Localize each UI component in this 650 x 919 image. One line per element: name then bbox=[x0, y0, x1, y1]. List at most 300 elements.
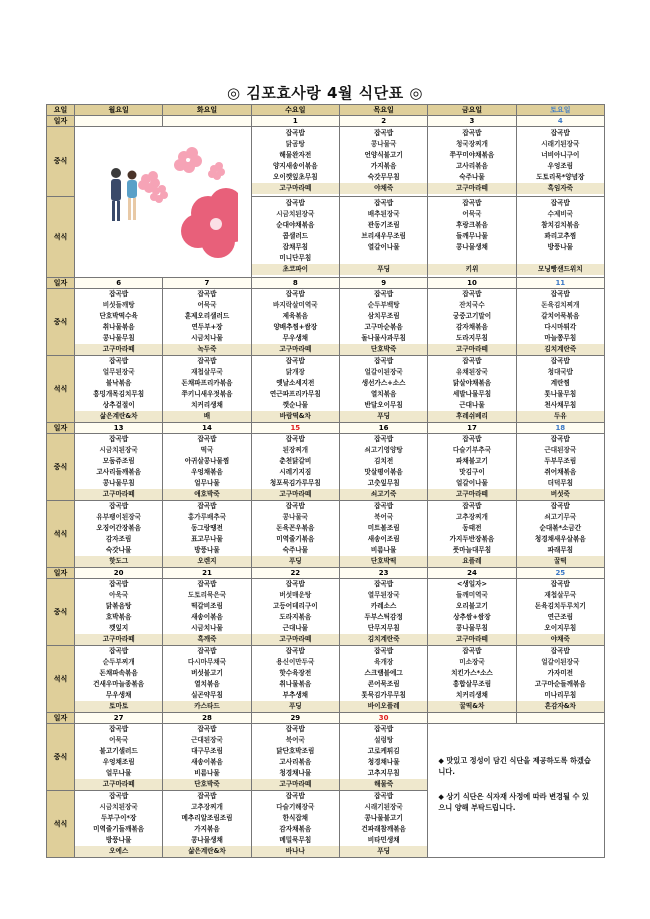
menu-item: 잡곡밥 bbox=[462, 357, 482, 365]
menu-item: 쇠고기죽 bbox=[340, 489, 427, 500]
menu-item: 푸딩 bbox=[340, 846, 427, 857]
weekday-label: 요일 bbox=[47, 105, 75, 116]
menu-item: 콩나물생채 bbox=[191, 836, 223, 844]
menu-item: 새송이볶음 bbox=[191, 613, 223, 621]
dinner-menu-cell bbox=[516, 356, 604, 423]
menu-item: 취나물볶음 bbox=[279, 680, 312, 688]
menu-item: 건새우마늘종볶음 bbox=[93, 680, 145, 688]
lunch-menu-cell bbox=[428, 579, 516, 646]
menu-item: 순두부찌개 bbox=[102, 658, 135, 666]
dinner-label: 석식 bbox=[47, 646, 75, 713]
menu-item: 떡국 bbox=[200, 446, 214, 454]
menu-item: 잡곡밥 bbox=[109, 647, 129, 655]
menu-item: 두부스틱감정 bbox=[364, 613, 403, 621]
dinner-menu-cell bbox=[339, 501, 427, 568]
menu-item: 훈제오리샐러드 bbox=[184, 312, 230, 320]
menu-item bbox=[340, 253, 427, 264]
menu-item: 오렌지 bbox=[163, 556, 250, 567]
lunch-menu-cell bbox=[75, 289, 163, 356]
menu-item: 잡곡밥 bbox=[462, 199, 482, 208]
menu-item: 닭단호박조림 bbox=[276, 747, 315, 755]
blossom-couple-icon bbox=[88, 127, 238, 273]
menu-item: 양배추찜+쌈장 bbox=[273, 323, 318, 331]
menu-item: 고구마순들깨볶음 bbox=[534, 680, 586, 688]
menu-item: 맛김구이 bbox=[459, 468, 485, 476]
menu-item: 잡곡밥 bbox=[550, 357, 570, 365]
menu-item: 고추장찌개 bbox=[456, 513, 488, 521]
menu-item: 핫도그 bbox=[75, 556, 162, 567]
lunch-menu-cell bbox=[251, 127, 339, 197]
lunch-row bbox=[47, 579, 605, 646]
menu-item: 잡곡밥 bbox=[197, 580, 217, 588]
menu-item: 잡곡밥 bbox=[109, 725, 129, 733]
lunch-label: 중식 bbox=[47, 127, 75, 197]
menu-item: 파채불고기 bbox=[456, 457, 488, 465]
menu-item: 건파래참깨볶음 bbox=[361, 825, 406, 833]
menu-item: 깻잎지 bbox=[109, 624, 129, 632]
date-cell: 8 bbox=[251, 278, 339, 289]
dinner-menu-cell bbox=[251, 791, 339, 858]
menu-item: 잡곡밥 bbox=[285, 580, 305, 588]
menu-item: 잡곡밥 bbox=[285, 357, 305, 365]
menu-item: 어묵국 bbox=[462, 210, 482, 219]
menu-item: 청국장찌개 bbox=[456, 140, 488, 149]
menu-item: 잡곡밥 bbox=[109, 580, 129, 588]
menu-item: 양지새송이볶음 bbox=[273, 162, 318, 171]
menu-item: 춘천닭갈비 bbox=[279, 457, 312, 465]
date-cell: 6 bbox=[75, 278, 163, 289]
menu-item: 들깨무나물 bbox=[456, 232, 488, 241]
menu-item: 근대나물 bbox=[282, 624, 309, 632]
dinner-label: 석식 bbox=[47, 791, 75, 858]
date-cell: 2 bbox=[339, 116, 427, 127]
menu-item: 고사리들깨볶음 bbox=[96, 468, 141, 476]
menu-item: 미역줄기볶음 bbox=[276, 535, 315, 543]
menu-item: 다슬기해장국 bbox=[276, 803, 315, 811]
menu-item: 된장찌개 bbox=[282, 446, 309, 454]
menu-item: 감자채볶음 bbox=[456, 323, 488, 331]
date-cell bbox=[428, 713, 516, 724]
menu-item: 도라지볶음 bbox=[279, 613, 312, 621]
menu-item: 열무된장국 bbox=[367, 591, 400, 599]
menu-item: 가지볶음 bbox=[370, 162, 397, 171]
menu-item: 북어국 bbox=[285, 736, 305, 744]
menu-item: 잡곡밥 bbox=[374, 357, 394, 365]
menu-item: 요플레 bbox=[428, 556, 515, 567]
dinner-row bbox=[47, 356, 605, 423]
lunch-label: 중식 bbox=[47, 434, 75, 501]
menu-item: 잡곡밥 bbox=[285, 647, 305, 655]
menu-item: 잡곡밥 bbox=[550, 199, 570, 208]
weekday-sat: 토요일 bbox=[516, 105, 604, 116]
menu-item: 수제비국 bbox=[547, 210, 574, 219]
menu-item: 시금치나물 bbox=[191, 334, 223, 342]
menu-item: 풋마늘대무침 bbox=[452, 546, 492, 554]
dinner-menu-cell bbox=[516, 196, 604, 277]
menu-item: 고추지무침 bbox=[367, 769, 400, 777]
menu-item: 불고기샐러드 bbox=[99, 747, 138, 755]
menu-item: 바나나 bbox=[252, 846, 339, 857]
menu-item: 우엉조림 bbox=[547, 162, 574, 171]
date-cell: 28 bbox=[163, 713, 251, 724]
menu-item: 단호박떡 bbox=[340, 556, 427, 567]
notice-line: ◆ 상기 식단은 식자재 사정에 따라 변경될 수 있으니 양해 부탁드립니다. bbox=[438, 791, 589, 812]
menu-item: 순두부백탕 bbox=[367, 301, 400, 309]
menu-item: 삼치무조림 bbox=[367, 312, 400, 320]
menu-item: 연두부+장 bbox=[191, 323, 223, 331]
dinner-row bbox=[47, 501, 605, 568]
menu-item: 잡곡밥 bbox=[197, 290, 217, 298]
menu-item: 콩나물무침 bbox=[102, 334, 135, 342]
lunch-menu-cell bbox=[251, 579, 339, 646]
menu-item: 대구무조림 bbox=[191, 747, 223, 755]
menu-item: 쭈꾸미야채볶음 bbox=[449, 151, 495, 160]
date-cell bbox=[516, 713, 604, 724]
menu-item: 후레쉬베리 bbox=[428, 411, 515, 422]
menu-item: 톳묵김가루무침 bbox=[361, 691, 406, 699]
menu-item: 청경채나물 bbox=[279, 769, 312, 777]
dinner-menu-cell bbox=[516, 501, 604, 568]
menu-item: 잡곡밥 bbox=[550, 435, 570, 443]
menu-item: 쇠고기무국 bbox=[544, 513, 577, 521]
menu-item: 얼무된장국 bbox=[102, 368, 135, 376]
menu-item: 고구마라떼 bbox=[252, 779, 339, 790]
date-cell: 15 bbox=[251, 423, 339, 434]
menu-item: 잡곡밥 bbox=[374, 580, 394, 588]
menu-item: 방풍나물 bbox=[105, 836, 132, 844]
menu-item: 고구마라떼 bbox=[252, 183, 339, 194]
menu-item: 바이오플레 bbox=[340, 701, 427, 712]
menu-item: 잡곡밥 bbox=[109, 290, 129, 298]
date-cell: 21 bbox=[163, 568, 251, 579]
lunch-row bbox=[47, 434, 605, 501]
menu-item: 맛살평이볶음 bbox=[364, 468, 403, 476]
menu-item: 콩나물무침 bbox=[456, 624, 488, 632]
date-cell: 22 bbox=[251, 568, 339, 579]
menu-item: 스크램블에그 bbox=[364, 669, 403, 677]
menu-item: 닭살야채볶음 bbox=[452, 379, 492, 387]
menu-item: 카레소스 bbox=[370, 602, 397, 610]
dinner-menu-cell bbox=[163, 356, 251, 423]
menu-item: 잡곡밥 bbox=[550, 290, 570, 298]
menu-item: 궁중고기말이 bbox=[452, 312, 492, 320]
menu-item: 토마토 bbox=[75, 701, 162, 712]
dinner-menu-cell bbox=[75, 356, 163, 423]
menu-item: 돈육김치두루치기 bbox=[534, 602, 586, 610]
menu-item: 갈치어묵볶음 bbox=[541, 312, 580, 320]
date-cell: 27 bbox=[75, 713, 163, 724]
menu-item: 열치볶음 bbox=[194, 680, 220, 688]
dinner-menu-cell bbox=[251, 646, 339, 713]
dinner-menu-cell bbox=[251, 501, 339, 568]
menu-item: 카스타드 bbox=[163, 701, 250, 712]
menu-item: 관동기조림 bbox=[367, 221, 400, 230]
menu-item: 방풍나물 bbox=[194, 546, 220, 554]
menu-item: 연근조림 bbox=[547, 613, 574, 621]
menu-item: 녹두죽 bbox=[163, 344, 250, 355]
menu-item: 두부무조림 bbox=[544, 457, 577, 465]
menu-item: 호박볶음 bbox=[105, 613, 132, 621]
menu-item: 두부구이*장 bbox=[101, 814, 137, 822]
menu-item: 고구마라떼 bbox=[75, 779, 162, 790]
menu-item: 톳나물무침 bbox=[544, 390, 577, 398]
lunch-menu-cell bbox=[163, 724, 251, 791]
lunch-label: 중식 bbox=[47, 289, 75, 356]
dinner-menu-cell bbox=[75, 646, 163, 713]
menu-item: 잡곡밥 bbox=[197, 647, 217, 655]
menu-item: 비섯들깨탕 bbox=[102, 301, 135, 309]
menu-item: 시금치된장국 bbox=[99, 803, 138, 811]
menu-item: 단호박떡수육 bbox=[99, 312, 138, 320]
menu-item: 콩나물국 bbox=[282, 513, 309, 521]
menu-item: 닭개장 bbox=[285, 368, 305, 376]
menu-item: 잡곡밥 bbox=[374, 199, 394, 208]
menu-item bbox=[428, 253, 515, 264]
menu-item: 야채죽 bbox=[340, 183, 427, 194]
menu-item: 세발나물무침 bbox=[452, 390, 492, 398]
menu-item: 잔치국수 bbox=[459, 301, 485, 309]
menu-item: 미니단무침 bbox=[279, 254, 312, 263]
menu-item: 오이깻잎초무침 bbox=[273, 173, 318, 182]
lunch-menu-cell bbox=[163, 579, 251, 646]
menu-item: 흔감자&차 bbox=[517, 701, 604, 712]
menu-item: 삶은계란&차 bbox=[75, 411, 162, 422]
weekday-tue: 화요일 bbox=[163, 105, 251, 116]
menu-item: 가지두반장볶음 bbox=[449, 535, 495, 543]
menu-item: 메밀묵무침 bbox=[279, 836, 312, 844]
menu-item: 청대국밥 bbox=[547, 368, 574, 376]
menu-item: 잡곡밥 bbox=[197, 725, 217, 733]
menu-item: 깻순나물 bbox=[282, 401, 309, 409]
lunch-menu-cell bbox=[428, 289, 516, 356]
lunch-menu-cell bbox=[339, 724, 427, 791]
menu-item: 잡곡밥 bbox=[285, 725, 305, 733]
menu-item: 닭곰탕 bbox=[285, 140, 305, 149]
menu-item: 꿀떡 bbox=[517, 556, 604, 567]
date-cell: 23 bbox=[339, 568, 427, 579]
menu-item: 홍가루배추국 bbox=[187, 513, 227, 521]
date-cell: 4 bbox=[516, 116, 604, 127]
menu-item: 단무지무침 bbox=[367, 624, 400, 632]
lunch-row bbox=[47, 127, 605, 197]
menu-item: 용신이만두국 bbox=[276, 658, 315, 666]
menu-item: 단호박죽 bbox=[340, 344, 427, 355]
menu-item: 잡곡밥 bbox=[374, 502, 394, 510]
menu-item: 애호박죽 bbox=[163, 489, 250, 500]
weekday-thu: 목요일 bbox=[339, 105, 427, 116]
menu-item: 청포묵김가루무침 bbox=[269, 479, 321, 487]
menu-item: 잡곡밥 bbox=[462, 502, 482, 510]
menu-item: 핫수육장전 bbox=[279, 669, 312, 677]
menu-item: 도라지무침 bbox=[456, 334, 488, 342]
lunch-row bbox=[47, 724, 605, 791]
notice-line: ◆ 맛있고 정성이 담긴 식단을 제공하도록 하겠습니다. bbox=[438, 755, 591, 776]
menu-item: 미역줄기들깨볶음 bbox=[93, 825, 145, 833]
menu-item: 재첩살무국 bbox=[191, 368, 223, 376]
menu-item: 계란찜 bbox=[550, 379, 570, 387]
menu-item: 상추쌈+쌈장 bbox=[453, 613, 491, 621]
dinner-menu-cell bbox=[428, 646, 516, 713]
menu-item: 가자미전 bbox=[547, 669, 574, 677]
menu-item: 흑임자죽 bbox=[517, 183, 604, 194]
date-cell: 17 bbox=[428, 423, 516, 434]
dinner-menu-cell bbox=[75, 791, 163, 858]
menu-item: 김치계란죽 bbox=[517, 344, 604, 355]
menu-item: 옛날소세지전 bbox=[276, 379, 315, 387]
menu-item: 어묵국 bbox=[197, 301, 217, 309]
date-cell bbox=[163, 116, 251, 127]
menu-item: 불낙볶음 bbox=[105, 379, 132, 387]
dinner-menu-cell bbox=[251, 356, 339, 423]
menu-item: 동그랑땡전 bbox=[191, 524, 223, 532]
menu-item: 돈육김치찌개 bbox=[541, 301, 580, 309]
lunch-menu-cell bbox=[339, 579, 427, 646]
menu-item: 순대야채볶음 bbox=[276, 221, 315, 230]
dinner-row bbox=[47, 646, 605, 713]
menu-item: 부추생채 bbox=[282, 691, 309, 699]
date-row bbox=[47, 116, 605, 127]
menu-item: 잡곡밥 bbox=[374, 792, 394, 800]
menu-item: 버섯죽 bbox=[517, 489, 604, 500]
menu-item: 잡곡밥 bbox=[285, 129, 305, 138]
menu-item: 고춧잎무침 bbox=[367, 479, 400, 487]
menu-item: 고구마라떼 bbox=[428, 489, 515, 500]
menu-item: 고로케튀김 bbox=[367, 747, 400, 755]
menu-item: 우엉채볶음 bbox=[191, 468, 223, 476]
menu-item: 근대나물 bbox=[459, 401, 485, 409]
menu-item: 모닝빵샌드위치 bbox=[517, 264, 604, 275]
menu-item: 숙주나물 bbox=[459, 173, 485, 182]
menu-item: 고구마라떼 bbox=[75, 344, 162, 355]
spring-illustration bbox=[75, 127, 252, 278]
menu-item: 다시마튀각 bbox=[544, 323, 577, 331]
menu-item: 취나물볶음 bbox=[102, 323, 135, 331]
weekday-header-row bbox=[47, 105, 605, 116]
menu-item: 푸딩 bbox=[340, 411, 427, 422]
menu-item: 얼무나물 bbox=[105, 769, 132, 777]
menu-item: 근대된장국 bbox=[544, 446, 577, 454]
date-cell: 1 bbox=[251, 116, 339, 127]
dinner-menu-cell bbox=[163, 791, 251, 858]
menu-item: 잡채무침 bbox=[282, 243, 309, 252]
menu-item: 잡곡밥 bbox=[462, 647, 482, 655]
menu-item: 잡곡밥 bbox=[197, 792, 217, 800]
menu-item: 시래기된장국 bbox=[364, 803, 403, 811]
menu-item: 돈채파속볶음 bbox=[99, 669, 138, 677]
menu-item: 잡곡밥 bbox=[374, 129, 394, 138]
menu-item: 아욱국 bbox=[109, 591, 129, 599]
menu-item: 바람떡&차 bbox=[252, 411, 339, 422]
menu-item: 새송이볶음 bbox=[191, 758, 223, 766]
date-row bbox=[47, 423, 605, 434]
lunch-row bbox=[47, 289, 605, 356]
date-cell: 29 bbox=[251, 713, 339, 724]
menu-item: 잡곡밥 bbox=[462, 290, 482, 298]
dinner-menu-cell bbox=[339, 356, 427, 423]
menu-item: 고구마라떼 bbox=[75, 634, 162, 645]
menu-item: 초코파이 bbox=[252, 264, 339, 275]
menu-item: 잡곡밥 bbox=[374, 435, 394, 443]
lunch-label: 중식 bbox=[47, 724, 75, 791]
menu-item: 치커리생채 bbox=[191, 401, 223, 409]
menu-item: 쇠고기영양탕 bbox=[364, 446, 403, 454]
menu-item: 꿀떡&차 bbox=[428, 701, 515, 712]
menu-item bbox=[517, 253, 604, 264]
date-cell: 16 bbox=[339, 423, 427, 434]
menu-item: 반달오이무침 bbox=[364, 401, 403, 409]
menu-item: 푸딩 bbox=[340, 264, 427, 275]
dinner-menu-cell bbox=[428, 196, 516, 277]
menu-item: 삶은계란&차 bbox=[163, 846, 250, 857]
menu-item: 다슬기부추국 bbox=[452, 446, 492, 454]
date-cell: 25 bbox=[516, 568, 604, 579]
menu-item: 미트볼조림 bbox=[367, 524, 400, 532]
menu-item: 고구마라떼 bbox=[252, 344, 339, 355]
menu-item: 도토리묵*양념장 bbox=[536, 173, 585, 182]
date-cell: 11 bbox=[516, 278, 604, 289]
date-row bbox=[47, 278, 605, 289]
menu-item: 김치계란죽 bbox=[340, 634, 427, 645]
menu-item: 아귀살콩나물찜 bbox=[184, 457, 230, 465]
menu-item: 잡곡밥 bbox=[197, 357, 217, 365]
menu-item: 새송이조림 bbox=[367, 535, 400, 543]
dinner-label: 석식 bbox=[47, 501, 75, 568]
menu-item: 오징어간장볶음 bbox=[96, 524, 141, 532]
lunch-menu-cell bbox=[516, 579, 604, 646]
date-row bbox=[47, 568, 605, 579]
menu-item: 키위 bbox=[428, 264, 515, 275]
date-label: 일자 bbox=[47, 423, 75, 434]
menu-item: 돈채파프리카볶음 bbox=[181, 379, 233, 387]
menu-item: 치커리생채 bbox=[456, 691, 488, 699]
menu-item: 근대된장국 bbox=[191, 736, 223, 744]
menu-item: 열치볶음 bbox=[370, 390, 397, 398]
menu-item: 방풍나물 bbox=[547, 243, 574, 252]
dinner-menu-cell bbox=[339, 791, 427, 858]
menu-item: 후랑크볶음 bbox=[456, 221, 488, 230]
menu-item: 언양식불고기 bbox=[364, 151, 403, 160]
menu-item: 미소장국 bbox=[459, 658, 485, 666]
menu-item: 시금치된장국 bbox=[276, 210, 315, 219]
menu-item: 더덕무침 bbox=[547, 479, 574, 487]
dinner-menu-cell bbox=[339, 646, 427, 713]
menu-item: 잡곡밥 bbox=[109, 435, 129, 443]
menu-item: 열갈이나물 bbox=[367, 243, 400, 252]
date-cell: 9 bbox=[339, 278, 427, 289]
menu-item: 잡곡밥 bbox=[109, 357, 129, 365]
menu-item: 잡곡밥 bbox=[462, 129, 482, 138]
menu-item: 다시마무채국 bbox=[187, 658, 227, 666]
menu-item: 잡곡밥 bbox=[197, 435, 217, 443]
lunch-menu-cell bbox=[251, 434, 339, 501]
menu-item: 설렁탕 bbox=[374, 736, 394, 744]
date-label: 일자 bbox=[47, 568, 75, 579]
date-cell: 3 bbox=[428, 116, 516, 127]
menu-item: 표고무나물 bbox=[191, 535, 223, 543]
menu-item: 콥샐러드 bbox=[282, 232, 309, 241]
menu-item: 쥐어채볶음 bbox=[544, 468, 577, 476]
menu-item: 고구마라떼 bbox=[428, 344, 515, 355]
menu-item: 우엉채조림 bbox=[102, 758, 135, 766]
menu-item: 쭈키니새우젓볶음 bbox=[181, 390, 233, 398]
menu-item: 모둠쥬조림 bbox=[102, 457, 135, 465]
menu-item: 얼갈이된장국 bbox=[364, 368, 403, 376]
menu-item: 바지락살미역국 bbox=[273, 301, 318, 309]
menu-item: 흑깨죽 bbox=[163, 634, 250, 645]
menu-item: 미나리무침 bbox=[544, 691, 577, 699]
menu-item: 유채된장국 bbox=[456, 368, 488, 376]
menu-item: 잡곡밥 bbox=[285, 435, 305, 443]
